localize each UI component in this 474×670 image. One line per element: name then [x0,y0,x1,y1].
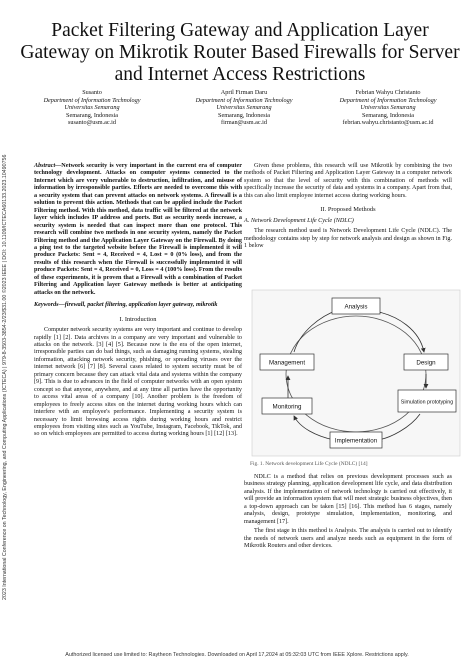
author-1 [22,89,162,127]
author-univ: Universitas Semarang [216,104,272,112]
author-name: April Firman Daru [220,89,268,96]
node-monitoring-label: Monitoring [272,403,302,411]
left-column [34,163,242,439]
figure-caption: Fig. 1. Network development Life Cycle (NDLC) [14] [250,461,368,467]
intro-paragraph: Computer network security systems are very important and continue to develop rapidly [1] [2]. Data archives in a company are very important and vulnerable to attacks on the network. [3] [4] [5]. Because now is the era of the open internet, irresponsible parties can do bad things, such as damaging running systems, stealing information, attacking network security, phishing, or spreading viruses over the internet network [6] [7] [8]. Several cases related to system security must be of primary concern because they can attack vital data and systems within the company [9]. This is due to advances in the field of computer networks with an open system concept so that anyone, anywhere, and at any time all parties have the opportunity to access vital areas of a company [10]. Another problem is the freedom of employees to freely access sites on the internet during working hours which can interfere with an employee's performance. Implementing a security system is necessary to limit browsing access rights during working hours and restrict employees from visiting sites such as YouTube, Instagram, Facebook, TikTok, and so on which employees are permitted to access during working hours [1] [12] [13]. [34,327,242,438]
node-management-label: Management [268,359,306,367]
right-column-lower [244,474,452,551]
ndlc-diagram [250,288,462,458]
author-univ: Universitas Semarang [360,104,416,112]
right-paragraph-2: NDLC is a method that relies on previous development processes such as business strategy planning, application development life cycle, and data distribution analysis. If the implementation of network technology is carried out effectively, it will provide an information system that will meet strategic business objectives, then a top-down approach can be taken [15] [16]. This method has 6 stages, namely analysis, design, prototype simulation, implementation, monitoring, and management [17]. [244,474,452,525]
author-dept: Department of Information Technology [43,96,141,104]
author-name: Febrian Wahyu Christanto [355,89,421,96]
author-dept: Department of Information Technology [195,96,293,104]
conference-sidebar [2,80,14,600]
license-footer: Authorized licensed use limited to: Raytheon Technologies. Downloaded on April 17,2024 at 05:32:03 UTC from IEEE Xplore. Restrictions apply. [65,652,409,658]
keywords [34,302,242,309]
keywords-text: —firewall, packet filtering, application layer gateway, mikrotik [58,302,218,309]
right-paragraph-3: The first stage in this method is Analysis. The analysis is carried out to identify the needs of network users and analyze needs such as equipment in the form of Mikrotik Routers and other devices. [244,528,452,550]
author-univ: Universitas Semarang [64,104,120,112]
abstract-label: Abstract [34,163,56,169]
node-implementation-label: Implementation [334,437,378,445]
abstract [34,163,242,297]
methods-heading: II. Proposed Methods [320,206,376,214]
ndlc-diagram-svg [250,288,462,458]
author-email: firman@usm.ac.id [221,119,267,127]
paper-title: Packet Filtering Gateway and Application Layer Gateway on Mikrotik Router Based Firewalls for Server and Internet Access Restrictions [20,20,460,85]
node-analysis-label: Analysis [344,303,368,311]
author-dept: Department of Information Technology [339,96,437,104]
right-column [244,163,452,251]
methods-paragraph: The research method used is Network Development Life Cycle (NDLC). The methodology contains step by step for network analysis and design as shown in Fig. 1 below [244,228,452,250]
author-email: susanto@usm.ac.id [68,119,116,127]
author-3 [318,89,458,127]
abstract-text: —Network security is very important in the current era of computer technology development. Attacks on computer systems connected to the Internet which are very vulnerable to destruction, infiltration, and misuse of information by irresponsible parties. Efforts are needed to overcome this with a security system that can prevent attacks on network systems. A firewall is a solution to prevent this action. Methods that can be applied include the Packet Filtering method. With this method, data traffic will be filtered at the network layer which includes IP address and ports. But as security needs increase, a security system is needed that can inspect more than one protocol. This research will combine two methods in one security system, namely the Packet Filtering method and the Application Layer Gateway on the Firewall. By doing a ping test to the targeted website before the Firewall is implemented it will produce Packets: Sent = 4, Received = 4, Lost = 0 (0% loss), and from the results of this research when the Firewall is successfully implemented it will produce Packets: Sent = 4, Received = 0, Loss = 4 (100% loss). From the results of these experiments, it is proven that a Firewall with a combination of Packet Filtering and Application layer Gateway methods is better at anticipating attacks on the network. [34,163,242,296]
node-design-label: Design [416,359,436,367]
author-name: Susanto [82,89,102,96]
node-simulation-label: Simulation prototyping [400,399,454,406]
author-email: febrian.wahyu.christanto@usm.ac.id [342,119,434,127]
sidebar-text: 2023 International Conference on Technology, Engineering, and Computing Applications (ICTECA) | 979-8-3503-3854-2/23/$31.00 ©2023 IEEE | DOI: 10.1109/ICTECA60133.2023.10490756 [2,154,8,600]
diagram-frame [252,290,460,456]
ndlc-subheading: A. Network Development Life Cycle (NDLC) [244,217,354,224]
author-city: Semarang, Indonesia [362,111,414,119]
keywords-label: Keywords [34,302,59,309]
author-2 [174,89,314,127]
author-city: Semarang, Indonesia [66,111,118,119]
author-city: Semarang, Indonesia [218,111,270,119]
right-paragraph-1: Given these problems, this research will use Mikrotik by combining the two methods of Packet Filtering and Application Layer Gateway in a computer network system so that the level of security with this combination of methods will specifically increase the security of data and systems in a company. Apart from that, this can also limit employee internet access during working hours. [244,163,452,199]
intro-heading: I. Introduction [119,315,157,323]
